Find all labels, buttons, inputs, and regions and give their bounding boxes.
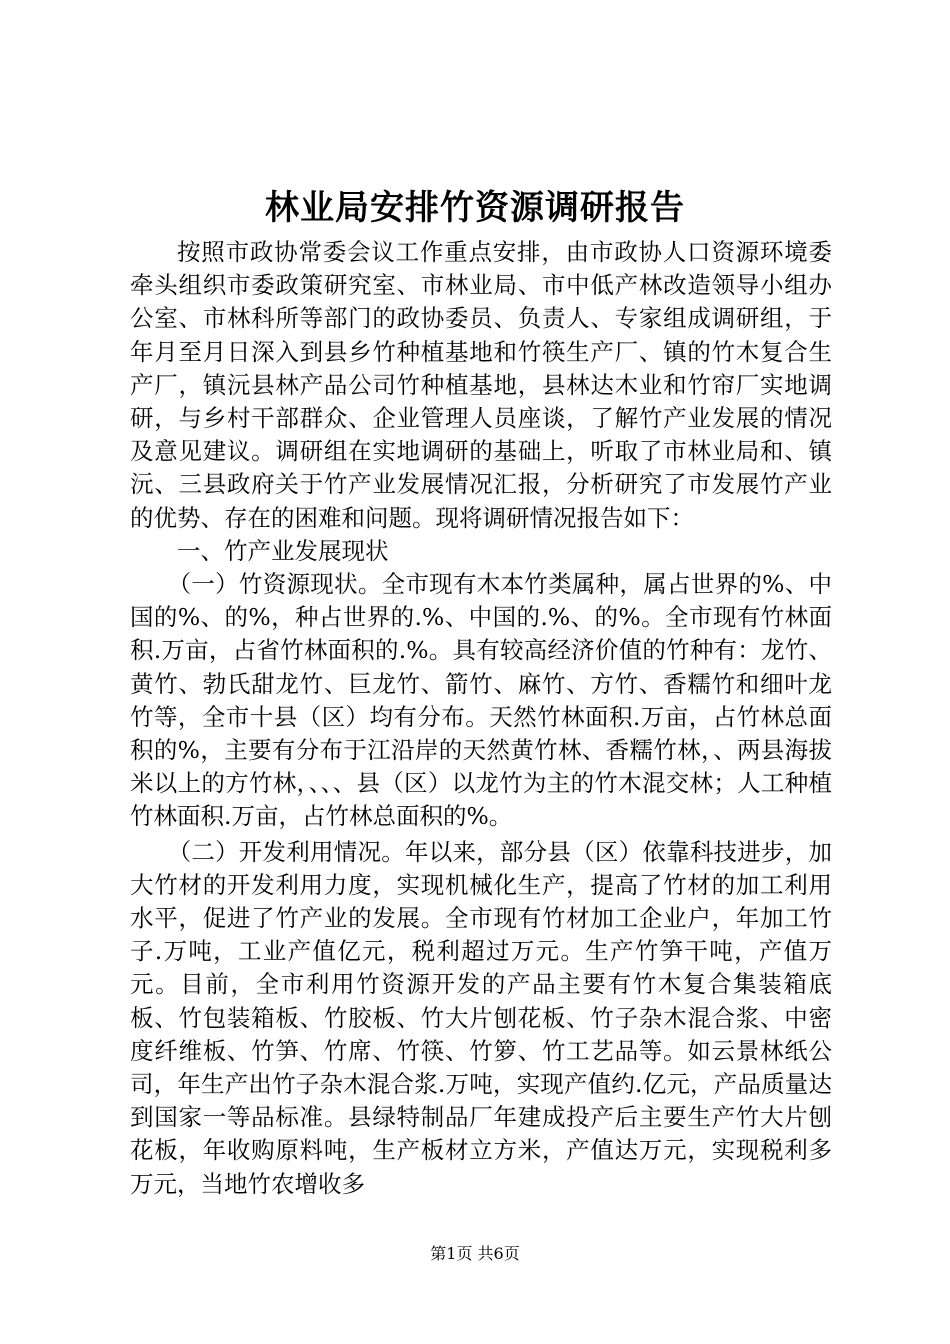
subsection-resources-paragraph: （一）竹资源现状。全市现有木本竹类属种，属占世界的%、中国的%、的%，种占世界的.%、中国的.%、的%。全市现有竹林面积.万亩，占省竹林面积的.%。具有较高经济价值的竹种有：龙竹、黄竹、勃氏甜龙竹、巨龙竹、箭竹、麻竹、方竹、香糯竹和细叶龙竹等，全市十县（区）均有分布。天然竹林面积.万亩，占竹林总面积的%，主要有分布于江沿岸的天然黄竹林、香糯竹林，、两县海拔米以上的方竹林，、、、县（区）以龙竹为主的竹木混交林；人工种植竹林面积.万亩，占竹林总面积的%。	[130, 570, 832, 831]
intro-paragraph: 按照市政协常委会议工作重点安排，由市政协人口资源环境委牵头组织市委政策研究室、市林业局、市中低产林改造领导小组办公室、市林科所等部门的政协委员、负责人、专家组成调研组，于年月至月日深入到县乡竹种植基地和竹筷生产厂、镇的竹木复合生产厂，镇沅县林产品公司竹种植基地，县林达木业和竹帘厂实地调研，与乡村干部群众、企业管理人员座谈，了解竹产业发展的情况及意见建议。调研组在实地调研的基础上，听取了市林业局和、镇沅、三县政府关于竹产业发展情况汇报，分析研究了市发展竹产业的优势、存在的困难和问题。现将调研情况报告如下：	[130, 238, 832, 532]
document-title: 林业局安排竹资源调研报告	[265, 188, 685, 228]
document-body	[130, 236, 832, 1201]
page-footer: 第1页 共6页	[430, 1244, 520, 1263]
section-heading: 一、竹产业发展现状	[177, 536, 389, 565]
subsection-utilization-paragraph: （二）开发利用情况。年以来，部分县（区）依靠科技进步，加大竹材的开发利用力度，实现机械化生产，提高了竹材的加工利用水平，促进了竹产业的发展。全市现有竹材加工企业户，年加工竹子.万吨，工业产值亿元，税利超过万元。生产竹笋干吨，产值万元。目前，全市利用竹资源开发的产品主要有竹木复合集装箱底板、竹包装箱板、竹胶板、竹大片刨花板、竹子杂木混合浆、中密度纤维板、竹笋、竹席、竹筷、竹箩、竹工艺品等。如云景林纸公司，年生产出竹子杂木混合浆.万吨，实现产值约.亿元，产品质量达到国家一等品标准。县绿特制品厂年建成投产后主要生产竹大片刨花板，年收购原料吨，生产板材立方米，产值达万元，实现税利多万元，当地竹农增收多	[130, 837, 832, 1198]
